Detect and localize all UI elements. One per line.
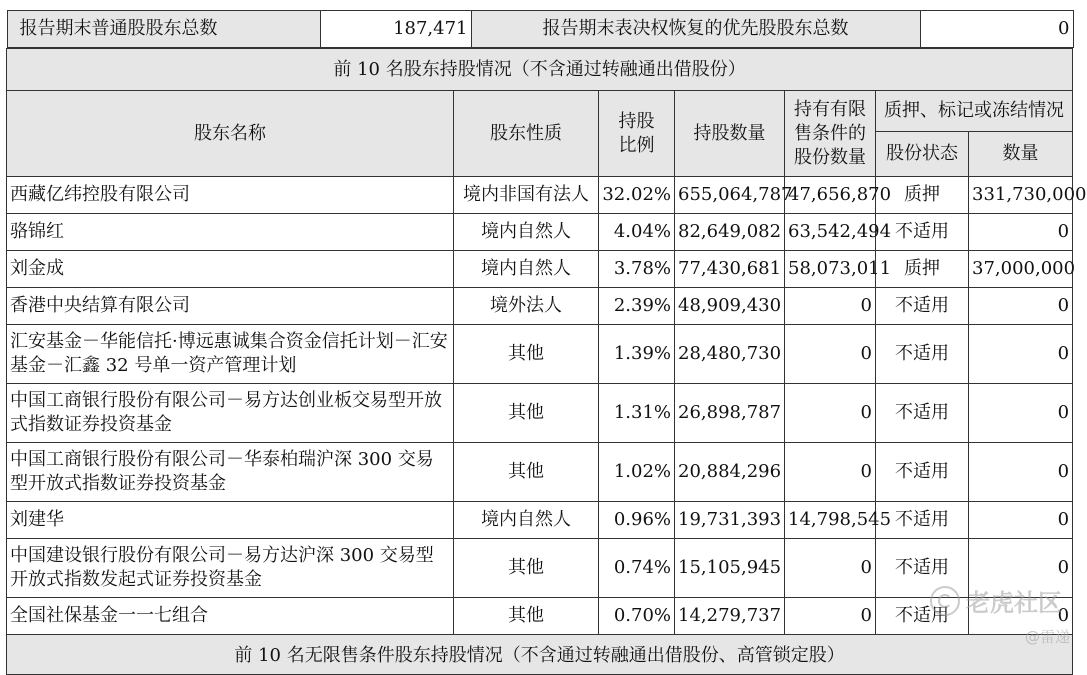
header-name: 股东名称 [7, 91, 454, 177]
pledge-status: 不适用 [876, 443, 969, 502]
holder-quantity: 82,649,082 [675, 214, 785, 251]
holder-nature: 其他 [454, 443, 599, 502]
summary-row [7, 10, 1073, 49]
holder-name: 汇安基金－华能信托·博远惠诚集合资金信托计划－汇安基金－汇鑫 32 号单一资产管理计划 [7, 325, 454, 384]
pledge-quantity: 0 [969, 443, 1073, 502]
holder-ratio: 0.96% [599, 502, 675, 539]
holder-ratio: 3.78% [599, 251, 675, 288]
holder-nature: 其他 [454, 384, 599, 443]
pledge-status: 不适用 [876, 325, 969, 384]
holder-quantity: 14,279,737 [675, 598, 785, 635]
next-section-title-row [7, 635, 1073, 675]
holder-ratio: 1.31% [599, 384, 675, 443]
pledge-quantity: 0 [969, 214, 1073, 251]
holder-name: 刘建华 [7, 502, 454, 539]
holder-nature: 境外法人 [454, 288, 599, 325]
watermark-handle: @雷递 [1024, 628, 1070, 646]
holder-ratio: 32.02% [599, 177, 675, 214]
pledge-status: 不适用 [876, 502, 969, 539]
holder-nature: 其他 [454, 325, 599, 384]
table-row [7, 502, 1073, 539]
header-restricted: 持有有限售条件的股份数量 [785, 91, 876, 177]
header-row-1 [7, 91, 1073, 132]
preferred-holders-value: 0 [920, 11, 1073, 48]
pledge-status: 不适用 [876, 598, 969, 635]
holder-restricted: 0 [785, 539, 876, 598]
table-row [7, 384, 1073, 443]
table-row [7, 598, 1073, 635]
holder-restricted: 0 [785, 325, 876, 384]
holder-nature: 境内自然人 [454, 502, 599, 539]
summary-table [7, 10, 1074, 48]
holder-name: 骆锦红 [7, 214, 454, 251]
table-row [7, 443, 1073, 502]
pledge-status: 不适用 [876, 539, 969, 598]
common-holders-value: 187,471 [320, 11, 471, 48]
holder-quantity: 26,898,787 [675, 384, 785, 443]
holder-name: 西藏亿纬控股有限公司 [7, 177, 454, 214]
holder-quantity: 48,909,430 [675, 288, 785, 325]
holder-restricted: 0 [785, 384, 876, 443]
pledge-quantity: 0 [969, 502, 1073, 539]
common-holders-label: 报告期末普通股股东总数 [7, 11, 320, 48]
holder-name: 中国工商银行股份有限公司－易方达创业板交易型开放式指数证券投资基金 [7, 384, 454, 443]
table-row [7, 288, 1073, 325]
holder-ratio: 1.39% [599, 325, 675, 384]
holder-name: 香港中央结算有限公司 [7, 288, 454, 325]
table-row [7, 214, 1073, 251]
holder-ratio: 4.04% [599, 214, 675, 251]
pledge-quantity: 331,730,000 [969, 177, 1073, 214]
holder-ratio: 0.70% [599, 598, 675, 635]
holder-ratio: 0.74% [599, 539, 675, 598]
holder-nature: 境内自然人 [454, 214, 599, 251]
holder-quantity: 655,064,787 [675, 177, 785, 214]
holder-nature: 境内非国有法人 [454, 177, 599, 214]
header-ratio: 持股比例 [599, 91, 675, 177]
header-pledge-group: 质押、标记或冻结情况 [876, 91, 1073, 132]
holder-restricted: 0 [785, 598, 876, 635]
pledge-quantity: 0 [969, 384, 1073, 443]
holder-restricted: 0 [785, 288, 876, 325]
pledge-quantity: 37,000,000 [969, 251, 1073, 288]
holder-restricted: 14,798,545 [785, 502, 876, 539]
next-section-title: 前 10 名无限售条件股东持股情况（不含通过转融通出借股份、高管锁定股） [7, 635, 1073, 675]
watermark-brand-text: 老虎社区 [966, 589, 1062, 617]
header-pledge-quantity: 数量 [969, 132, 1073, 177]
pledge-status: 质押 [876, 251, 969, 288]
holder-restricted: 58,073,011 [785, 251, 876, 288]
section-title-row [7, 49, 1073, 91]
pledge-quantity: 0 [969, 539, 1073, 598]
table-row [7, 539, 1073, 598]
holder-nature: 其他 [454, 539, 599, 598]
holder-ratio: 1.02% [599, 443, 675, 502]
holder-quantity: 15,105,945 [675, 539, 785, 598]
holder-name: 刘金成 [7, 251, 454, 288]
pledge-status: 质押 [876, 177, 969, 214]
holder-restricted: 0 [785, 443, 876, 502]
holder-name: 中国工商银行股份有限公司－华泰柏瑞沪深 300 交易型开放式指数证券投资基金 [7, 443, 454, 502]
holder-nature: 境内自然人 [454, 251, 599, 288]
holder-restricted: 63,542,494 [785, 214, 876, 251]
pledge-quantity: 0 [969, 288, 1073, 325]
holder-name: 中国建设银行股份有限公司－易方达沪深 300 交易型开放式指数发起式证券投资基金 [7, 539, 454, 598]
holder-quantity: 20,884,296 [675, 443, 785, 502]
pledge-status: 不适用 [876, 214, 969, 251]
pledge-quantity: 0 [969, 598, 1073, 635]
holder-restricted: 47,656,870 [785, 177, 876, 214]
header-pledge-status: 股份状态 [876, 132, 969, 177]
table-row [7, 177, 1073, 214]
table-row [7, 251, 1073, 288]
holder-ratio: 2.39% [599, 288, 675, 325]
pledge-quantity: 0 [969, 325, 1073, 384]
pledge-status: 不适用 [876, 384, 969, 443]
header-nature: 股东性质 [454, 91, 599, 177]
section-title: 前 10 名股东持股情况（不含通过转融通出借股份） [7, 49, 1073, 91]
header-quantity: 持股数量 [675, 91, 785, 177]
holder-quantity: 77,430,681 [675, 251, 785, 288]
holder-nature: 其他 [454, 598, 599, 635]
holder-quantity: 28,480,730 [675, 325, 785, 384]
preferred-holders-label: 报告期末表决权恢复的优先股股东总数 [471, 11, 920, 48]
shareholder-table [6, 10, 1087, 675]
pledge-status: 不适用 [876, 288, 969, 325]
table-row [7, 325, 1073, 384]
holder-name: 全国社保基金一一七组合 [7, 598, 454, 635]
holder-quantity: 19,731,393 [675, 502, 785, 539]
